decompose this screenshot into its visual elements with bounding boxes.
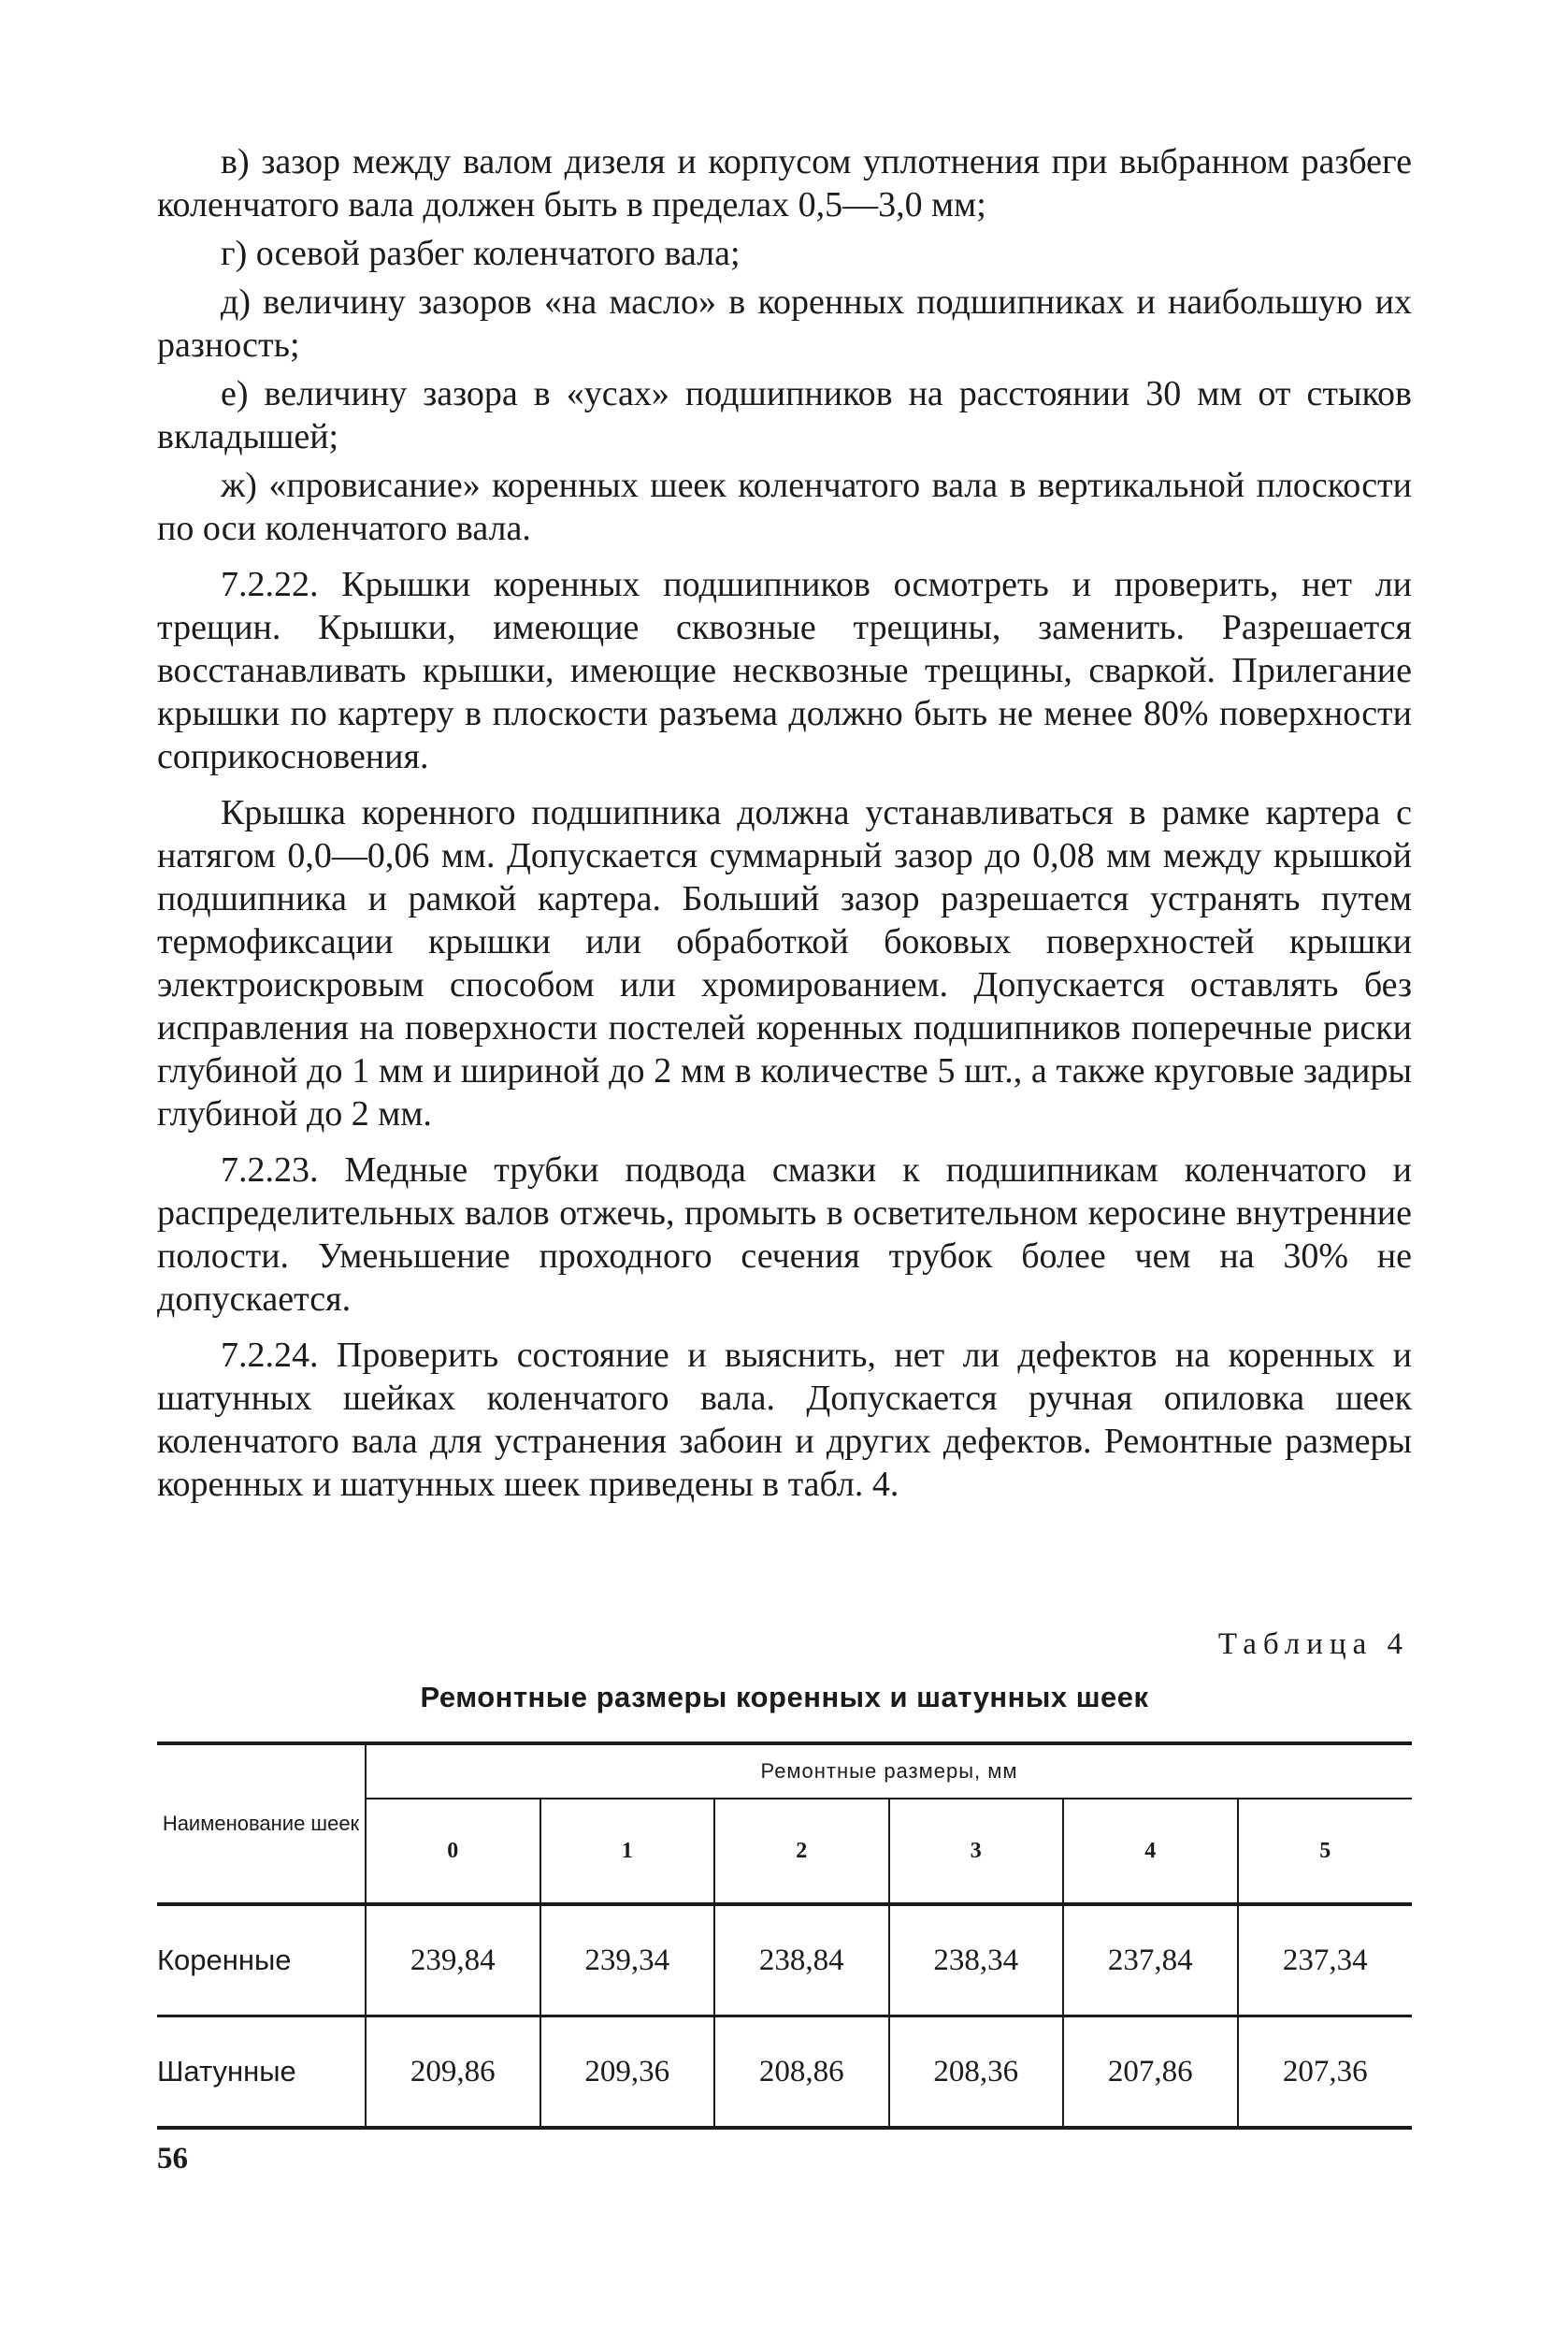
table-header-col: 3 <box>889 1799 1064 1904</box>
table-row-name: Коренные <box>157 1904 366 2016</box>
table-cell: 237,34 <box>1238 1904 1413 2016</box>
table-row-name: Шатунные <box>157 2016 366 2129</box>
section-7-2-24: 7.2.24. Проверить состояние и выяснить, нет ли дефектов на коренных и шатунных шейках коленчатого вала. Допускается ручная опиловка шеек коленчатого вала для устранения забоин и других дефектов. Ремонтные размеры коренных и шатунных шеек приведены в табл. 4. <box>157 1336 1412 1504</box>
list-item-g: г) осевой разбег коленчатого вала; <box>221 234 741 273</box>
table-row <box>157 1904 1412 2016</box>
section-7-2-23: 7.2.23. Медные трубки подвода смазки к подшипникам коленчатого и распределительных валов отжечь, промыть в осветительном керосине внутренние полости. Уменьшение проходного сечения трубок более чем на 30% не допускается. <box>157 1150 1412 1319</box>
table-cell: 209,86 <box>366 2016 540 2129</box>
table-header-col: 4 <box>1063 1799 1238 1904</box>
table-cell: 239,84 <box>366 1904 540 2016</box>
list-item-v: в) зазор между валом дизеля и корпусом уплотнения при выбранном разбеге коленчатого вала должен быть в пределах 0,5—3,0 мм; <box>157 142 1412 224</box>
table-header-col: 2 <box>714 1799 889 1904</box>
table-header-col: 5 <box>1238 1799 1413 1904</box>
table-header-name: Наименование шеек <box>157 1743 366 1904</box>
table-cell: 237,84 <box>1063 1904 1238 2016</box>
table-cell: 208,86 <box>714 2016 889 2129</box>
table-row <box>157 2016 1412 2129</box>
list-item-d: д) величину зазоров «на масло» в коренных подшипниках и наибольшую их разность; <box>157 282 1412 365</box>
repair-sizes-table <box>157 1741 1412 2130</box>
table-header-group: Ремонтные размеры, мм <box>366 1743 1412 1799</box>
table-header-col: 0 <box>366 1799 540 1904</box>
table-cell: 208,36 <box>889 2016 1064 2129</box>
section-7-2-22: 7.2.22. Крышки коренных подшипников осмотреть и проверить, нет ли трещин. Крышки, имеющие сквозные трещины, заменить. Разрешается восстанавливать крышки, имеющие несквозные трещины, сваркой. Прилегание крышки по картеру в плоскости разъема должно быть не менее 80% поверхности соприкосновения. <box>157 565 1412 776</box>
list-item-e: е) величину зазора в «усах» подшипников на расстоянии 30 мм от стыков вкладышей; <box>157 374 1412 456</box>
body-text <box>157 140 1412 1511</box>
table-cell: 207,36 <box>1238 2016 1413 2129</box>
table-cell: 238,34 <box>889 1904 1064 2016</box>
paragraph-main-bearing-cap: Крышка коренного подшипника должна устанавливаться в рамке картера с натягом 0,0—0,06 мм. Допускается суммарный зазор до 0,08 мм между крышкой подшипника и рамкой картера. Больший зазор разрешается устранять путем термофиксации крышки или обработкой боковых поверхностей крышки электроискровым способом или хромированием. Допускается оставлять без исправления на поверхности постелей коренных подшипников поперечные риски глубиной до 1 мм и шириной до 2 мм в количестве 5 шт., а также круговые задиры глубиной до 2 мм. <box>157 793 1412 1134</box>
list-item-zh: ж) «провисание» коренных шеек коленчатого вала в вертикальной плоскости по оси коленчатого вала. <box>157 466 1412 548</box>
table-cell: 209,36 <box>540 2016 715 2129</box>
table-cell: 207,86 <box>1063 2016 1238 2129</box>
page-number: 56 <box>157 2142 188 2175</box>
table-title: Ремонтные размеры коренных и шатунных шеек <box>420 1681 1149 1713</box>
table-cell: 239,34 <box>540 1904 715 2016</box>
table-cell: 238,84 <box>714 1904 889 2016</box>
table-header-col: 1 <box>540 1799 715 1904</box>
table-label: Таблица 4 <box>1217 1627 1409 1661</box>
